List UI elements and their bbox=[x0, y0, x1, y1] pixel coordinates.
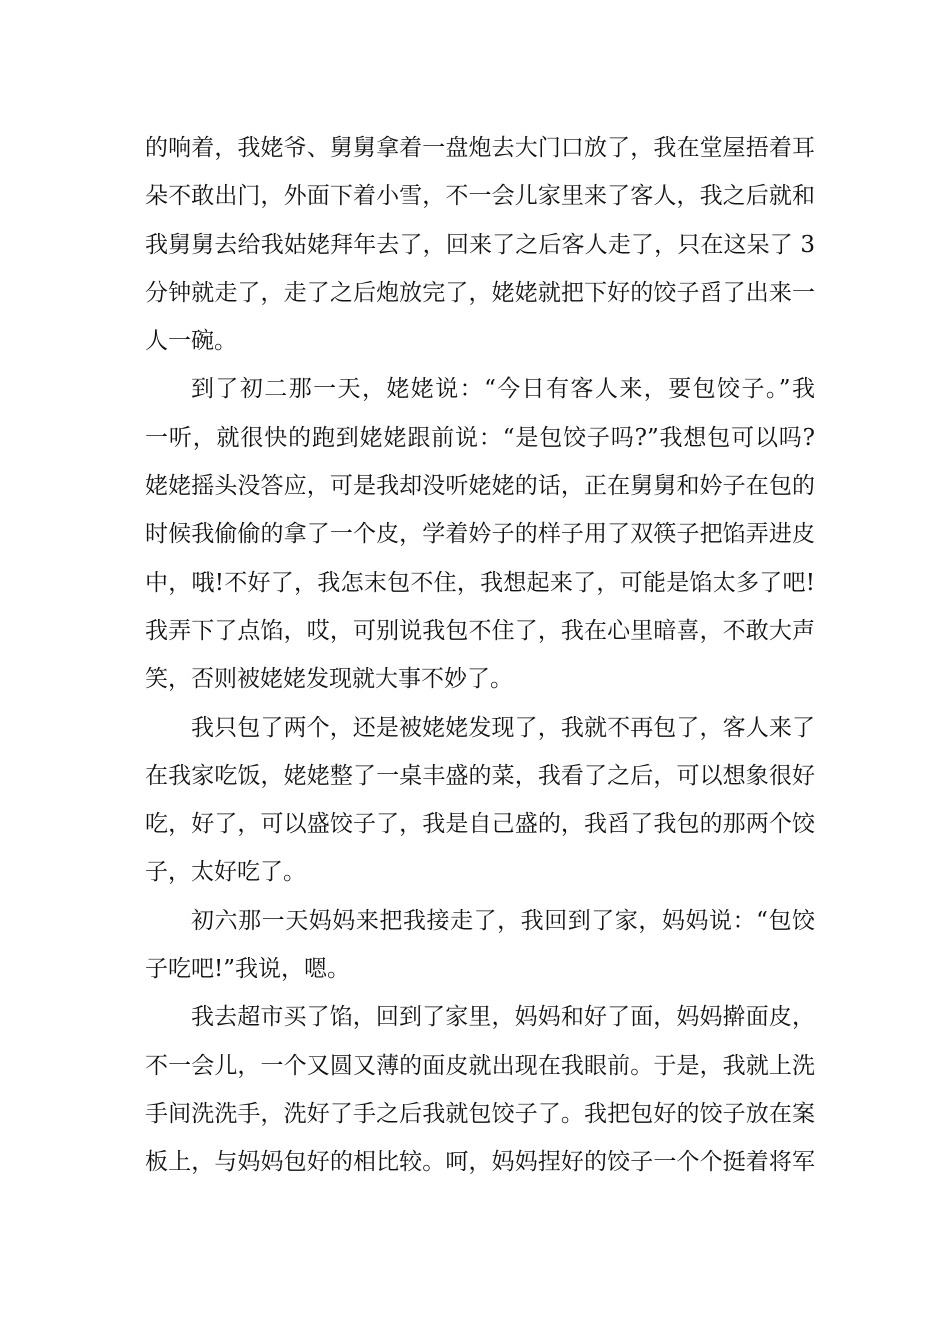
text-line: 中，哦!不好了，我怎末包不住，我想起来了，可能是馅太多了吧! bbox=[145, 569, 815, 596]
text-line: 不一会儿，一个又圆又薄的面皮就出现在我眼前。于是，我就上洗 bbox=[145, 1052, 815, 1079]
text-line: 子吃吧!”我说，嗯。 bbox=[145, 956, 351, 983]
text-line: 我只包了两个，还是被姥姥发现了，我就不再包了，客人来了 bbox=[191, 714, 815, 741]
text-line: 笑，否则被姥姥发现就大事不妙了。 bbox=[145, 666, 513, 693]
text-line: 手间洗洗手，洗好了手之后我就包饺子了。我把包好的饺子放在案 bbox=[145, 1100, 815, 1127]
body-text bbox=[145, 124, 815, 1187]
text-line: 在我家吃饭，姥姥整了一桌丰盛的菜，我看了之后，可以想象很好 bbox=[145, 762, 815, 789]
text-line: 板上，与妈妈包好的相比较。呵，妈妈捏好的饺子一个个挺着将军 bbox=[145, 1149, 815, 1176]
text-line: 分钟就走了，走了之后炮放完了，姥姥就把下好的饺子舀了出来一 bbox=[145, 279, 815, 306]
text-line: 吃，好了，可以盛饺子了，我是自己盛的，我舀了我包的那两个饺 bbox=[145, 811, 815, 838]
text-line: 时候我偷偷的拿了一个皮，学着妗子的样子用了双筷子把馅弄进皮 bbox=[145, 521, 815, 548]
text-line: 姥姥摇头没答应，可是我却没听姥姥的话，正在舅舅和妗子在包的 bbox=[145, 473, 815, 500]
text-line: 我弄下了点馅，哎，可别说我包不住了，我在心里暗喜，不敢大声 bbox=[145, 617, 815, 644]
text-line: 子，太好吃了。 bbox=[145, 859, 306, 886]
text-line: 初六那一天妈妈来把我接走了，我回到了家，妈妈说：“包饺 bbox=[191, 907, 815, 934]
text-line: 人一碗。 bbox=[145, 328, 237, 355]
text-line: 朵不敢出门，外面下着小雪，不一会儿家里来了客人，我之后就和 bbox=[145, 183, 815, 210]
text-line: 一听，就很快的跑到姥姥跟前说：“是包饺子吗?”我想包可以吗? bbox=[145, 424, 815, 451]
text-line: 我舅舅去给我姑姥拜年去了，回来了之后客人走了，只在这呆了 3 bbox=[145, 231, 815, 258]
text-line: 的响着，我姥爷、舅舅拿着一盘炮去大门口放了，我在堂屋捂着耳 bbox=[145, 135, 815, 161]
text-line: 我去超市买了馅，回到了家里，妈妈和好了面，妈妈擀面皮， bbox=[191, 1004, 815, 1031]
text-line: 到了初二那一天，姥姥说：“今日有客人来，要包饺子。”我 bbox=[191, 376, 815, 403]
